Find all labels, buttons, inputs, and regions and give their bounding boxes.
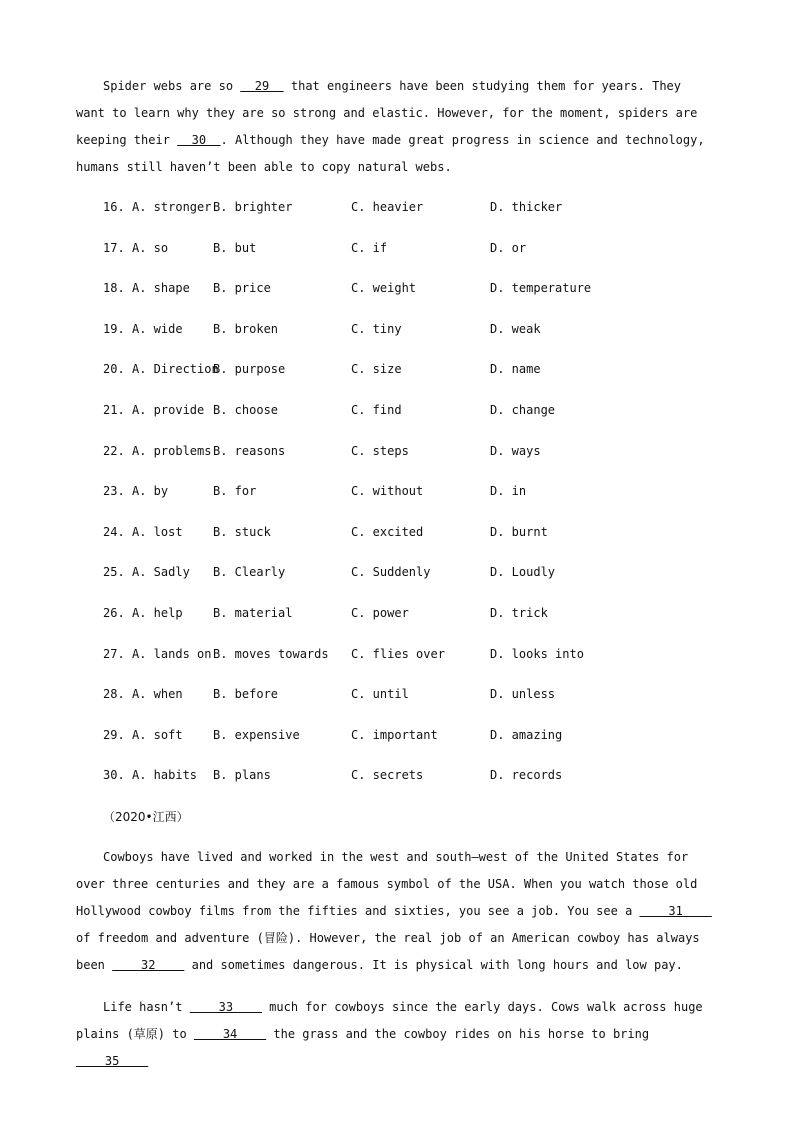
- option-d: D. temperature: [490, 281, 592, 296]
- question-number: 29.: [103, 727, 125, 742]
- option-c: C. power: [351, 606, 409, 620]
- option-d: D. thicker: [490, 200, 563, 214]
- blank-30: 30: [177, 133, 221, 147]
- option-d: D. in: [490, 484, 527, 499]
- question-number: 30.: [103, 768, 125, 783]
- option-d: D. weak: [490, 321, 541, 336]
- option-b: B. for: [213, 484, 257, 499]
- option-b: B. purpose: [213, 362, 286, 377]
- option-d: D. burnt: [490, 524, 548, 539]
- option-d: D. looks into: [490, 646, 584, 661]
- option-a: A. so: [132, 240, 169, 255]
- blank-32: 32: [112, 958, 185, 972]
- option-b: B. material: [213, 606, 293, 620]
- option-b: B. before: [213, 687, 279, 702]
- option-a: A. when: [132, 687, 183, 702]
- blank-33: 33: [189, 1000, 262, 1014]
- option-c: C. until: [351, 687, 409, 702]
- option-c: C. flies over: [351, 646, 445, 661]
- option-a: A. habits: [132, 768, 198, 783]
- option-c: C. size: [351, 362, 402, 377]
- blank-34: 34: [193, 1027, 267, 1041]
- question-number: 28.: [103, 687, 125, 702]
- option-b: B. reasons: [213, 443, 286, 458]
- question-number: 20.: [103, 362, 125, 377]
- option-a: A. Sadly: [132, 565, 190, 580]
- question-number: 22.: [103, 443, 125, 458]
- option-a: A. lost: [132, 524, 183, 539]
- option-d: D. trick: [490, 606, 548, 620]
- option-a: A. shape: [132, 281, 190, 296]
- option-a: A. wide: [132, 321, 183, 336]
- question-number: 21.: [103, 403, 125, 417]
- option-b: B. stuck: [213, 524, 271, 539]
- passage-3: Life hasn’t 33 much for cowboys since the early days. Cows walk across huge plains (草原) to 34 the grass and the cowboy rides on his horse to bring 35: [76, 1000, 703, 1068]
- question-number: 17.: [103, 240, 125, 255]
- option-a: A. problems: [132, 443, 212, 458]
- question-number: 24.: [103, 524, 125, 539]
- option-a: A. stronger: [132, 200, 212, 214]
- option-c: C. find: [351, 403, 402, 417]
- option-c: C. weight: [351, 281, 417, 296]
- option-b: B. but: [213, 240, 257, 255]
- option-b: B. Clearly: [213, 565, 286, 580]
- option-d: D. name: [490, 362, 541, 377]
- blank-35: 35: [76, 1054, 149, 1068]
- option-a: A. help: [132, 606, 183, 620]
- option-c: C. heavier: [351, 200, 424, 214]
- blank-31: 31: [639, 904, 712, 918]
- blank-29: 29: [240, 79, 284, 93]
- option-c: C. excited: [351, 524, 424, 539]
- question-number: 16.: [103, 200, 125, 214]
- passage-2: Cowboys have lived and worked in the west and south—west of the United States for over three centuries and they are a famous symbol of the USA. When you watch those old Hollywood cowboy films from the fifties and sixties, you see a job. You see a 31 of freedom and adventure (冒险). However, the real job of an American cowboy has always been 32 and sometimes dangerous. It is physical with long hours and low pay.: [76, 850, 712, 972]
- option-a: A. lands on: [132, 646, 212, 661]
- question-number: 25.: [103, 565, 125, 580]
- source-label: （2020•江西）: [103, 810, 189, 824]
- option-d: D. or: [490, 240, 527, 255]
- option-b: B. choose: [213, 403, 279, 417]
- option-b: B. brighter: [213, 200, 293, 214]
- option-d: D. amazing: [490, 727, 563, 742]
- option-b: B. plans: [213, 768, 271, 783]
- option-a: A. Direction: [132, 362, 219, 377]
- option-d: D. records: [490, 768, 563, 783]
- option-b: B. broken: [213, 321, 279, 336]
- question-number: 23.: [103, 484, 125, 499]
- option-d: D. unless: [490, 687, 556, 702]
- option-c: C. important: [351, 727, 438, 742]
- option-a: A. provide: [132, 403, 205, 417]
- option-b: B. expensive: [213, 727, 300, 742]
- option-d: D. Loudly: [490, 565, 556, 580]
- option-b: B. price: [213, 281, 271, 296]
- passage-1: Spider webs are so 29 that engineers have been studying them for years. They want to learn why they are so strong and elastic. However, for the moment, spiders are keeping their 30 . Although they have made great progress in science and technology, humans still haven’t been able to copy natural webs.: [76, 79, 705, 174]
- option-a: A. soft: [132, 727, 183, 742]
- option-c: C. if: [351, 240, 388, 255]
- option-d: D. change: [490, 403, 556, 417]
- question-number: 27.: [103, 646, 125, 661]
- option-c: C. Suddenly: [351, 565, 431, 580]
- option-c: C. steps: [351, 443, 409, 458]
- option-c: C. tiny: [351, 321, 402, 336]
- option-b: B. moves towards: [213, 646, 329, 661]
- question-number: 18.: [103, 281, 125, 296]
- question-number: 26.: [103, 606, 125, 620]
- option-d: D. ways: [490, 443, 541, 458]
- question-number: 19.: [103, 321, 125, 336]
- option-c: C. secrets: [351, 768, 424, 783]
- option-c: C. without: [351, 484, 424, 499]
- option-a: A. by: [132, 484, 169, 499]
